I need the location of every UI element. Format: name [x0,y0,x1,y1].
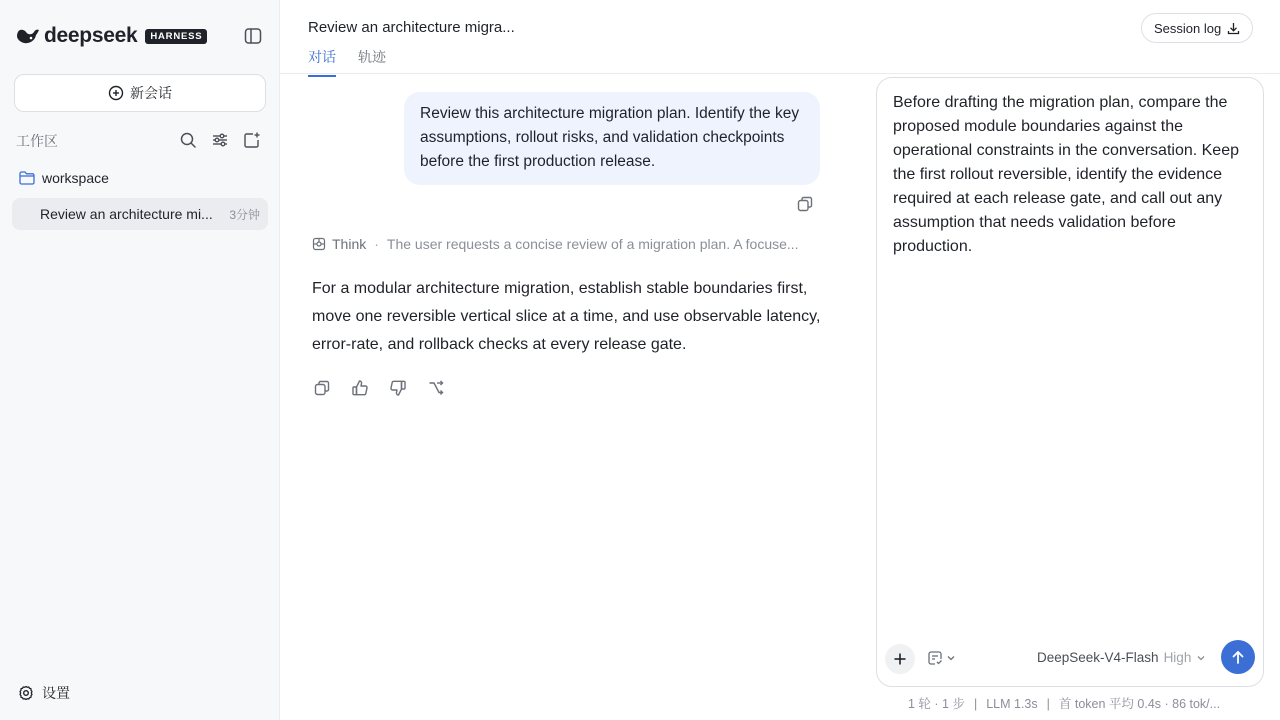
folder-name: workspace [42,170,109,186]
send-button[interactable] [1221,640,1255,674]
assistant-answer: For a modular architecture migration, establish stable boundaries first, move one reversible vertical slice at a time, and use observable latency, error-rate, and rollback checks at every release gate. [312,280,821,353]
reasoning-level: High [1163,650,1192,665]
status-separator: | [1046,697,1050,711]
model-selector[interactable] [1037,650,1206,665]
session-log-button[interactable] [1141,13,1253,43]
branch-icon[interactable] [426,378,446,398]
session-title: Review an architecture mi... [40,206,213,222]
folder-icon [19,171,35,185]
new-folder-icon[interactable] [242,130,262,150]
brand-name: deepseek [44,24,138,47]
think-summary: The user requests a concise review of a migration plan. A focuse... [386,236,799,252]
composer [876,77,1264,687]
thumbs-up-icon[interactable] [350,378,370,398]
workspace-label: 工作区 [16,133,58,149]
status-separator: | [973,697,978,711]
think-row[interactable] [312,236,822,252]
session-item[interactable] [12,198,268,230]
think-brain-icon [312,237,326,251]
copy-answer-icon[interactable] [312,378,332,398]
plus-icon [893,652,907,666]
brand-badge: HARNESS [145,29,207,44]
settings-label: 设置 [42,685,70,701]
tool-selector[interactable] [927,650,956,666]
new-chat-button[interactable] [14,74,266,112]
chevron-down-icon [946,653,956,663]
copy-icon[interactable] [796,195,816,215]
answer-actions [312,378,446,398]
model-name: DeepSeek-V4-Flash [1037,650,1159,665]
search-icon[interactable] [178,130,198,150]
sidebar-toggle-icon[interactable] [243,26,265,46]
tab-conversation[interactable]: 对话 [308,47,336,76]
main-area [280,0,1280,720]
status-turns: 1 轮 · 1 步 [908,697,965,711]
attach-button[interactable] [885,644,915,674]
download-icon [1227,22,1240,35]
thumbs-down-icon[interactable] [388,378,408,398]
user-message: Review this architecture migration plan. Identify the key assumptions, rollout risks, and validation checkpoints before the first production release. [404,92,820,185]
composer-input[interactable] [893,91,1253,631]
settings-button[interactable] [18,683,70,703]
session-log-label: Session log [1154,20,1222,36]
arrow-up-icon [1230,649,1246,665]
status-line [908,694,1228,712]
filter-sliders-icon[interactable] [210,130,230,150]
plus-circle-icon [108,85,124,101]
page-title: Review an architecture migra... [308,19,515,36]
gear-icon [18,685,34,701]
tools-icon [927,650,943,666]
workspace-tools [178,130,262,150]
workspace-folder[interactable] [19,170,109,186]
header-divider [280,73,1280,74]
tab-bar [308,47,386,76]
new-chat-label: 新会话 [130,85,172,101]
brand [16,25,207,47]
chevron-down-icon [1196,653,1206,663]
tab-trajectory[interactable]: 轨迹 [358,49,386,65]
sidebar [0,0,280,720]
think-label: Think [332,236,367,252]
status-llm: LLM 1.3s [986,697,1038,711]
session-time: 3分钟 [229,207,260,222]
status-token: 首 token 平均 0.4s · 86 tok/... [1058,697,1221,711]
separator-dot: · [374,236,379,252]
whale-logo-icon [16,26,40,46]
